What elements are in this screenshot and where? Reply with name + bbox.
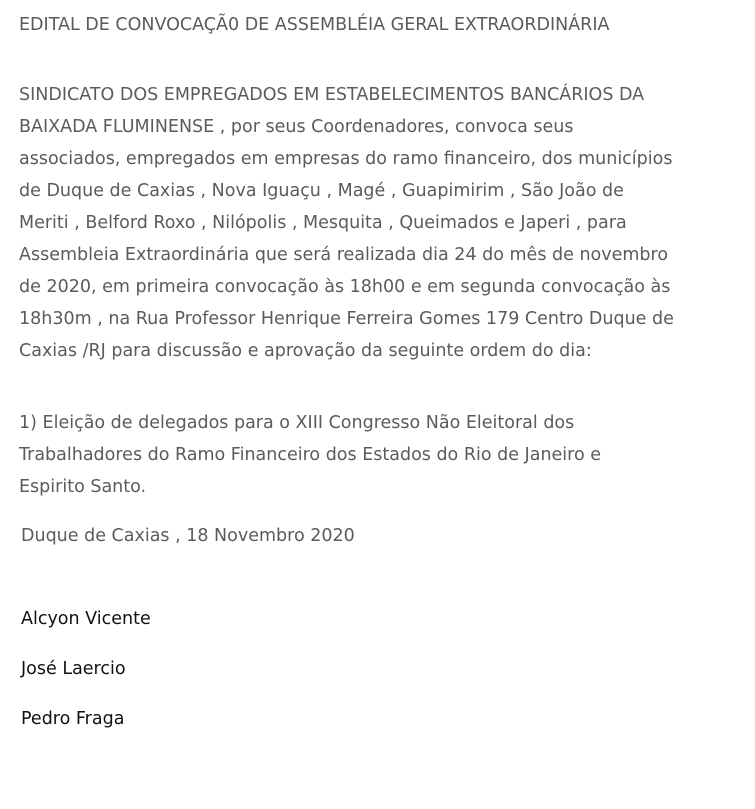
paragraph-line: Assembleia Extraordinária que será realizada dia 24 do mês de novembro (19, 245, 669, 265)
paragraph-line: Meriti , Belford Roxo , Nilópolis , Mesquita , Queimados e Japeri , para (19, 213, 627, 233)
signatory-name: José Laercio (21, 659, 126, 679)
paragraph-line: de Duque de Caxias , Nova Iguaçu , Magé , Guapimirim , São João de (19, 181, 624, 201)
agenda-item (19, 407, 741, 503)
agenda-line: 1) Eleição de delegados para o XIII Congresso Não Eleitoral dos (19, 413, 575, 433)
agenda-line: Espirito Santo. (19, 477, 147, 497)
paragraph-line: Caxias /RJ para discussão e aprovação da seguinte ordem do dia: (19, 341, 592, 361)
agenda-line: Trabalhadores do Ramo Financeiro dos Estados do Rio de Janeiro e (19, 445, 602, 465)
signatory-name: Alcyon Vicente (21, 609, 151, 629)
document-title: EDITAL DE CONVOCAÇÃ0 DE ASSEMBLÉIA GERAL EXTRAORDINÁRIA (19, 15, 610, 35)
signatory-name: Pedro Fraga (21, 709, 125, 729)
paragraph-line: 18h30m , na Rua Professor Henrique Ferreira Gomes 179 Centro Duque de (19, 309, 674, 329)
paragraph-line: associados, empregados em empresas do ramo financeiro, dos municípios (19, 149, 673, 169)
paragraph-line: de 2020, em primeira convocação às 18h00 e em segunda convocação às (19, 277, 671, 297)
convocation-paragraph (19, 79, 741, 367)
place-and-date: Duque de Caxias , 18 Novembro 2020 (21, 526, 355, 546)
paragraph-line: SINDICATO DOS EMPREGADOS EM ESTABELECIMENTOS BANCÁRIOS DA (19, 85, 645, 105)
paragraph-line: BAIXADA FLUMINENSE , por seus Coordenadores, convoca seus (19, 117, 574, 137)
